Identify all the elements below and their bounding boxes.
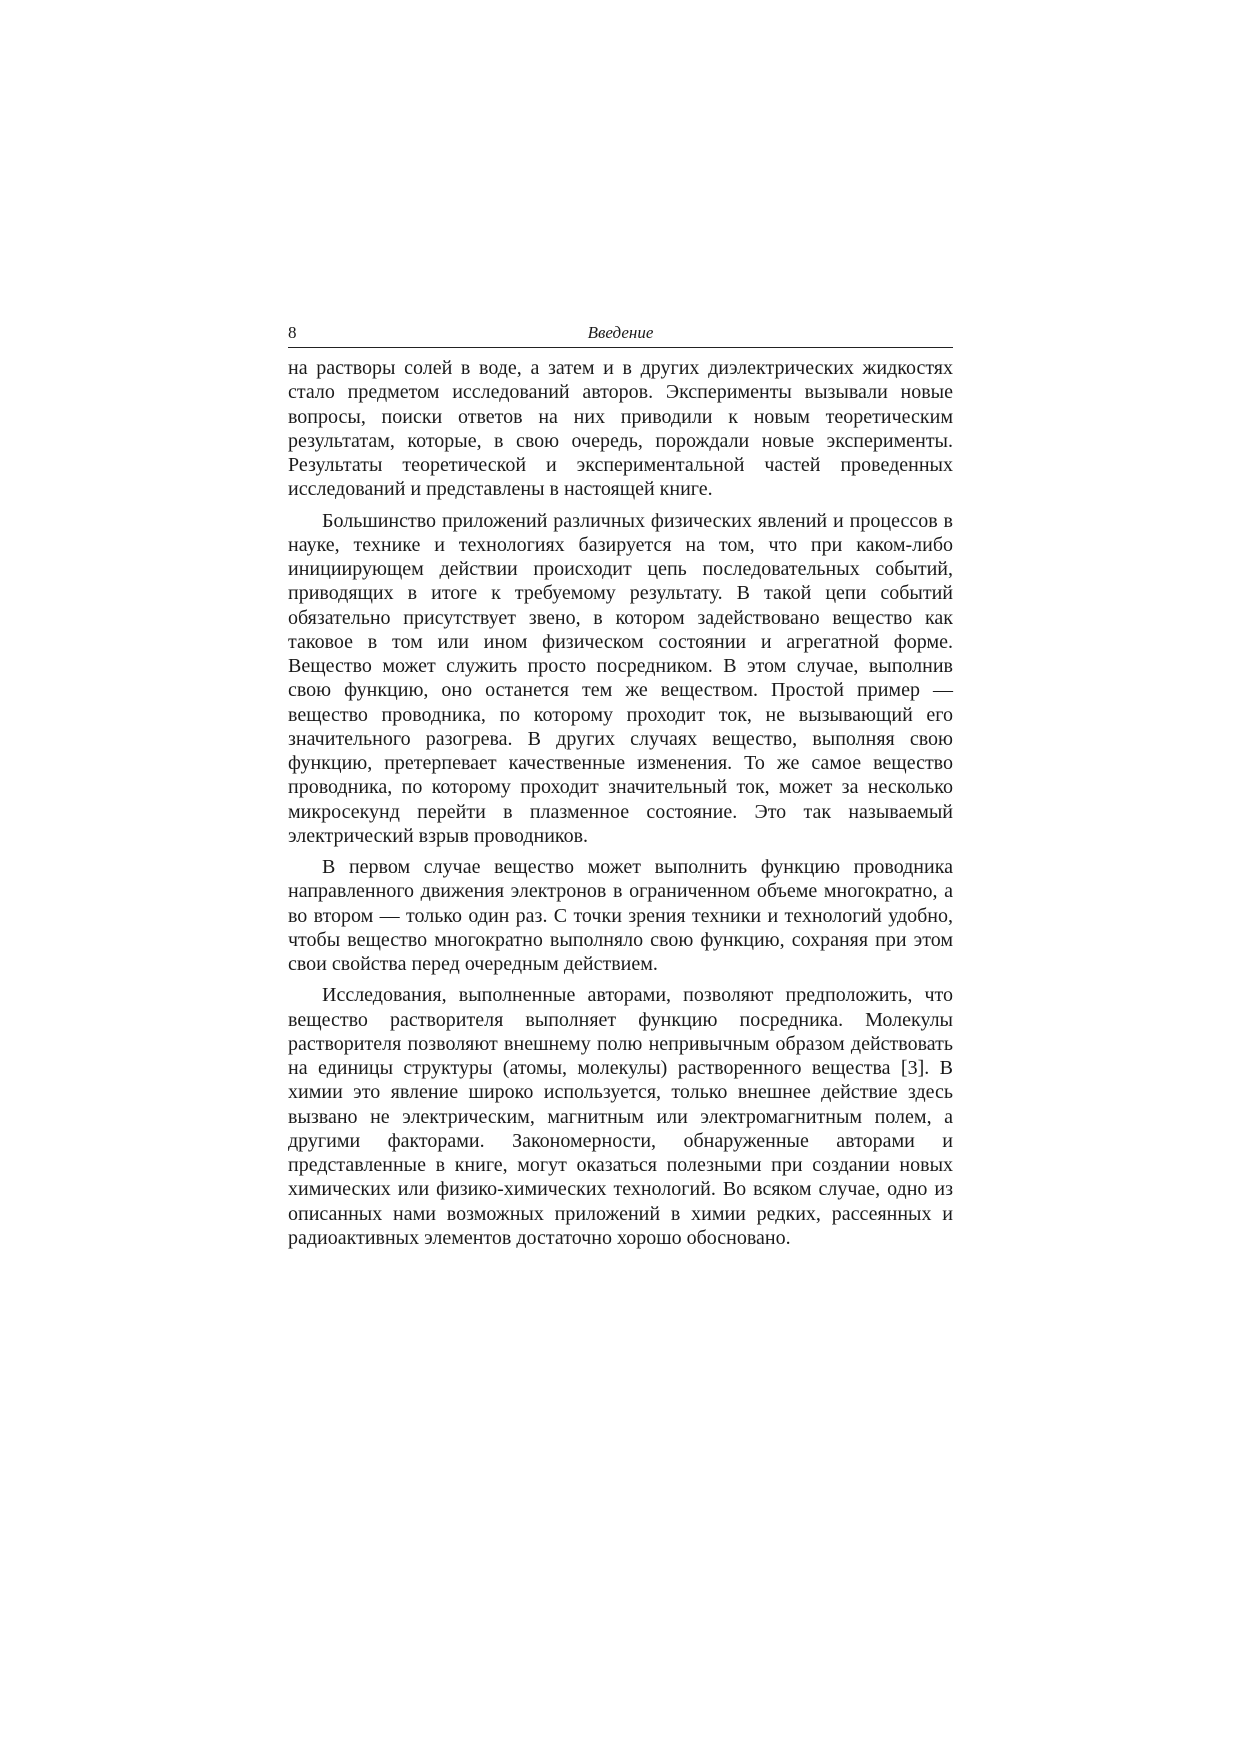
book-page [288,321,953,1250]
paragraph: В первом случае вещество может выполнить функцию проводника направленного движения электронов в ограниченном объеме многократно, а во втором — только один раз. С точки зрения техники и технологий удобно, чтобы вещество многократно выполняло свою функцию, сохраняя при этом свои свойства перед очередным действием. [288,856,953,975]
paragraph: Исследования, выполненные авторами, позволяют предположить, что вещество растворителя выполняет функцию посредника. Молекулы растворителя позволяют внешнему полю непривычным образом действовать на единицы структуры (атомы, молекулы) растворенного вещества [3]. В химии это явление широко используется, только внешнее действие здесь вызвано не электрическим, магнитным или электромагнитным полем, а другими факторами. Закономерности, обнаруженные авторами и представленные в книге, могут оказаться полезными при создании новых химических или физико-химических технологий. Во всяком случае, одно из описанных нами возможных приложений в химии редких, рассеянных и радиоактивных элементов достаточно хорошо обосновано. [288,984,953,1249]
section-title: Введение [587,323,654,342]
page-number: 8 [288,323,297,342]
running-header [288,321,953,348]
paragraph: на растворы солей в воде, а затем и в других диэлектрических жидкостях стало предметом исследований авторов. Эксперименты вызывали новые вопросы, поиски ответов на них приводили к новым теоретическим результатам, которые, в свою очередь, порождали новые эксперименты. Результаты теоретической и экспериментальной частей проведенных исследований и представлены в настоящей книге. [288,357,953,501]
paragraph: Большинство приложений различных физических явлений и процессов в науке, технике и технологиях базируется на том, что при каком-либо инициирующем действии происходит цепь последовательных событий, приводящих в итоге к требуемому результату. В такой цепи событий обязательно присутствует звено, в котором задействовано вещество как таковое в том или ином физическом состоянии и агрегатной форме. Вещество может служить просто посредником. В этом случае, выполнив свою функцию, оно останется тем же веществом. Простой пример — вещество проводника, по которому проходит ток, не вызывающий его значительного разогрева. В других случаях вещество, выполняя свою функцию, претерпевает качественные изменения. То же самое вещество проводника, по которому проходит значительный ток, может за несколько микросекунд перейти в плазменное состояние. Это так называемый электрический взрыв проводников. [288,509,953,847]
body-text [288,356,953,1250]
